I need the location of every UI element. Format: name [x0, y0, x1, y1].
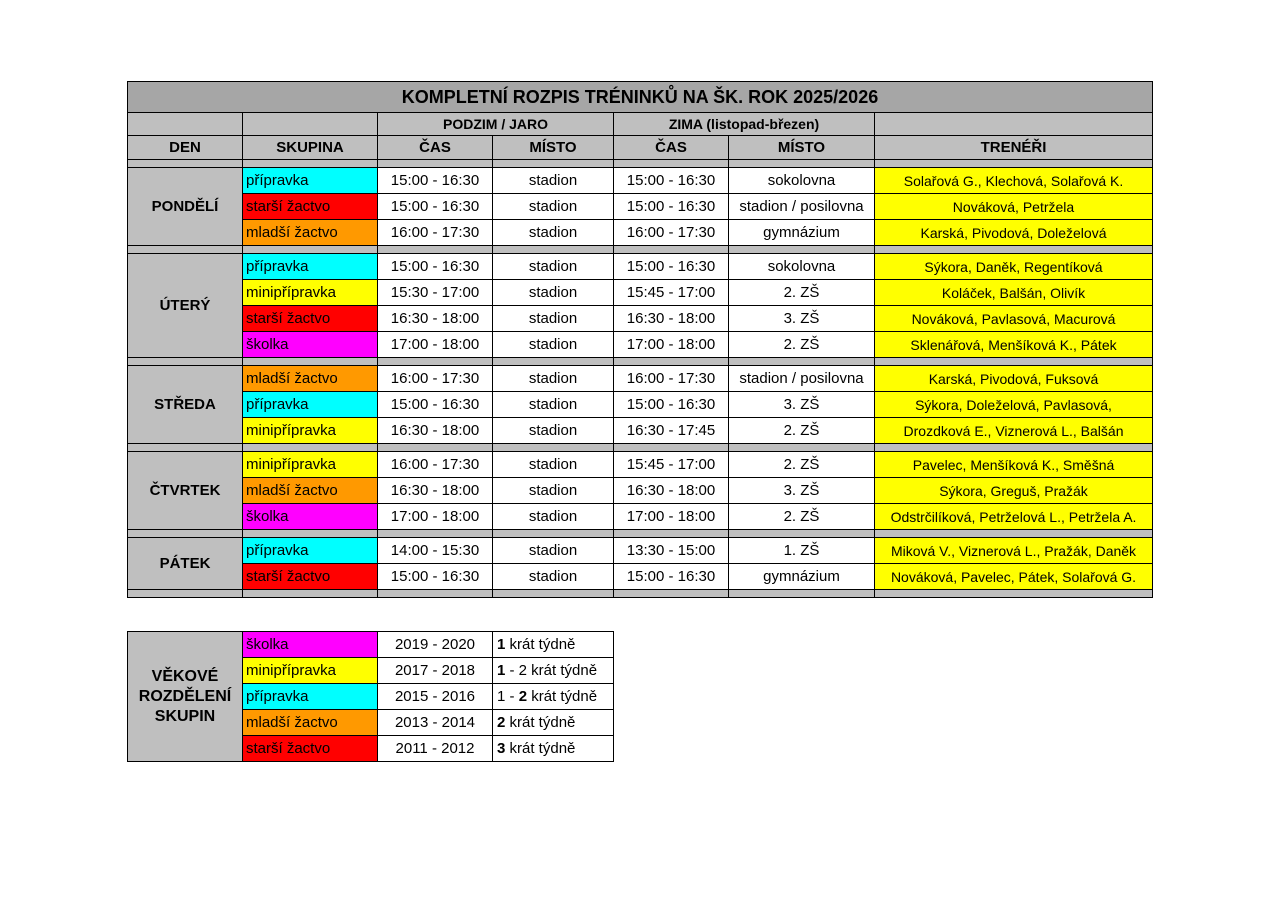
separator-cell [729, 246, 875, 254]
separator-cell [614, 246, 729, 254]
group-cell: starší žactvo [243, 564, 378, 590]
schedule-row [128, 392, 1153, 418]
column-header-time: ČAS [378, 136, 493, 160]
frequency-cell [493, 658, 614, 684]
frequency-cell [493, 736, 614, 762]
separator-row [128, 530, 1153, 538]
time-winter-cell: 15:45 - 17:00 [614, 280, 729, 306]
group-cell: školka [243, 332, 378, 358]
place-winter-cell: 3. ZŠ [729, 306, 875, 332]
separator-cell [128, 358, 243, 366]
place-autumn-cell: stadion [493, 332, 614, 358]
frequency-suffix: krát týdně [505, 740, 576, 757]
place-winter-cell: 2. ZŠ [729, 504, 875, 530]
place-autumn-cell: stadion [493, 168, 614, 194]
separator-cell [875, 358, 1153, 366]
birth-years-cell: 2019 - 2020 [378, 632, 493, 658]
schedule-row [128, 504, 1153, 530]
time-winter-cell: 16:30 - 17:45 [614, 418, 729, 444]
coaches-cell: Sýkora, Doleželová, Pavlasová, [875, 392, 1153, 418]
schedule-row [128, 452, 1153, 478]
time-winter-cell: 16:00 - 17:30 [614, 220, 729, 246]
place-winter-cell: stadion / posilovna [729, 366, 875, 392]
schedule-row [128, 564, 1153, 590]
schedule-row [128, 254, 1153, 280]
separator-row [128, 590, 1153, 598]
place-winter-cell: sokolovna [729, 168, 875, 194]
column-header-place: MÍSTO [493, 136, 614, 160]
separator-cell [614, 590, 729, 598]
frequency-count: 2 [497, 714, 506, 731]
schedule-row [128, 194, 1153, 220]
separator-cell [128, 590, 243, 598]
separator-cell [875, 160, 1153, 168]
separator-cell [729, 530, 875, 538]
schedule-row [128, 280, 1153, 306]
time-winter-cell: 15:00 - 16:30 [614, 254, 729, 280]
group-cell: přípravka [243, 684, 378, 710]
group-cell: minipřípravka [243, 418, 378, 444]
time-winter-cell: 13:30 - 15:00 [614, 538, 729, 564]
group-cell: mladší žactvo [243, 366, 378, 392]
time-autumn-cell: 17:00 - 18:00 [378, 504, 493, 530]
group-cell: přípravka [243, 538, 378, 564]
time-autumn-cell: 16:00 - 17:30 [378, 220, 493, 246]
place-winter-cell: 3. ZŠ [729, 392, 875, 418]
place-winter-cell: 2. ZŠ [729, 452, 875, 478]
day-label-patek: PÁTEK [128, 538, 243, 590]
group-cell: starší žactvo [243, 194, 378, 220]
schedule-row [128, 332, 1153, 358]
separator-cell [493, 160, 614, 168]
separator-cell [614, 358, 729, 366]
separator-cell [378, 590, 493, 598]
frequency-cell [493, 684, 614, 710]
separator-cell [614, 444, 729, 452]
place-autumn-cell: stadion [493, 452, 614, 478]
frequency-suffix: krát týdně [505, 714, 576, 731]
separator-cell [128, 530, 243, 538]
day-label-ctvrtek: ČTVRTEK [128, 452, 243, 530]
time-winter-cell: 15:45 - 17:00 [614, 452, 729, 478]
place-winter-cell: stadion / posilovna [729, 194, 875, 220]
schedule-row [128, 168, 1153, 194]
separator-cell [378, 530, 493, 538]
place-autumn-cell: stadion [493, 194, 614, 220]
coaches-cell: Koláček, Balšán, Olivík [875, 280, 1153, 306]
separator-cell [243, 590, 378, 598]
place-winter-cell: gymnázium [729, 564, 875, 590]
time-winter-cell: 15:00 - 16:30 [614, 194, 729, 220]
schedule-row [128, 366, 1153, 392]
time-winter-cell: 15:00 - 16:30 [614, 168, 729, 194]
time-winter-cell: 16:30 - 18:00 [614, 306, 729, 332]
age-groups-label: VĚKOVÉ ROZDĚLENÍ SKUPIN [128, 632, 243, 762]
time-autumn-cell: 15:00 - 16:30 [378, 194, 493, 220]
time-autumn-cell: 14:00 - 15:30 [378, 538, 493, 564]
frequency-count: 2 [518, 688, 528, 705]
header-blank [128, 113, 243, 136]
coaches-cell: Karská, Pivodová, Doleželová [875, 220, 1153, 246]
place-autumn-cell: stadion [493, 254, 614, 280]
coaches-cell: Miková V., Viznerová L., Pražák, Daněk [875, 538, 1153, 564]
age-group-row [128, 632, 614, 658]
separator-cell [493, 358, 614, 366]
frequency-count: 1 [497, 636, 506, 653]
separator-cell [875, 444, 1153, 452]
separator-cell [875, 590, 1153, 598]
column-header-group: SKUPINA [243, 136, 378, 160]
separator-cell [128, 444, 243, 452]
coaches-cell: Odstrčilíková, Petrželová L., Petržela A. [875, 504, 1153, 530]
group-cell: mladší žactvo [243, 220, 378, 246]
place-autumn-cell: stadion [493, 564, 614, 590]
separator-row [128, 444, 1153, 452]
place-winter-cell: 2. ZŠ [729, 332, 875, 358]
place-autumn-cell: stadion [493, 306, 614, 332]
coaches-cell: Nováková, Pavlasová, Macurová [875, 306, 1153, 332]
schedule-table [127, 81, 1153, 598]
separator-cell [493, 530, 614, 538]
group-cell: minipřípravka [243, 658, 378, 684]
separator-cell [875, 246, 1153, 254]
coaches-cell: Sýkora, Daněk, Regentíková [875, 254, 1153, 280]
header-blank [875, 113, 1153, 136]
place-winter-cell: 1. ZŠ [729, 538, 875, 564]
age-groups-table [127, 631, 614, 762]
separator-cell [614, 530, 729, 538]
time-autumn-cell: 15:00 - 16:30 [378, 564, 493, 590]
separator-cell [729, 444, 875, 452]
time-autumn-cell: 16:00 - 17:30 [378, 452, 493, 478]
frequency-cell [493, 710, 614, 736]
separator-cell [378, 246, 493, 254]
place-autumn-cell: stadion [493, 392, 614, 418]
coaches-cell: Karská, Pivodová, Fuksová [875, 366, 1153, 392]
separator-cell [493, 246, 614, 254]
place-winter-cell: gymnázium [729, 220, 875, 246]
separator-row [128, 358, 1153, 366]
day-label-pondeli: PONDĚLÍ [128, 168, 243, 246]
coaches-cell: Nováková, Petržela [875, 194, 1153, 220]
separator-cell [243, 444, 378, 452]
day-label-streda: STŘEDA [128, 366, 243, 444]
schedule-row [128, 538, 1153, 564]
separator-cell [128, 246, 243, 254]
separator-cell [729, 160, 875, 168]
time-winter-cell: 16:30 - 18:00 [614, 478, 729, 504]
coaches-cell: Solařová G., Klechová, Solařová K. [875, 168, 1153, 194]
place-autumn-cell: stadion [493, 478, 614, 504]
coaches-cell: Drozdková E., Viznerová L., Balšán [875, 418, 1153, 444]
group-cell: starší žactvo [243, 736, 378, 762]
time-winter-cell: 15:00 - 16:30 [614, 564, 729, 590]
birth-years-cell: 2017 - 2018 [378, 658, 493, 684]
place-winter-cell: 2. ZŠ [729, 418, 875, 444]
schedule-row [128, 306, 1153, 332]
group-cell: přípravka [243, 168, 378, 194]
frequency-count: 3 [497, 740, 506, 757]
separator-cell [243, 358, 378, 366]
time-autumn-cell: 15:00 - 16:30 [378, 254, 493, 280]
time-autumn-cell: 15:00 - 16:30 [378, 168, 493, 194]
separator-cell [243, 246, 378, 254]
place-autumn-cell: stadion [493, 538, 614, 564]
separator-cell [729, 590, 875, 598]
group-cell: školka [243, 632, 378, 658]
time-autumn-cell: 16:00 - 17:30 [378, 366, 493, 392]
time-autumn-cell: 15:00 - 16:30 [378, 392, 493, 418]
group-cell: školka [243, 504, 378, 530]
page-title: KOMPLETNÍ ROZPIS TRÉNINKŮ NA ŠK. ROK 2025/2026 [128, 82, 1153, 113]
separator-row [128, 160, 1153, 168]
column-header-time: ČAS [614, 136, 729, 160]
frequency-suffix: - 2 krát týdně [505, 662, 598, 679]
group-cell: starší žactvo [243, 306, 378, 332]
separator-cell [128, 160, 243, 168]
group-cell: mladší žactvo [243, 478, 378, 504]
group-cell: minipřípravka [243, 280, 378, 306]
birth-years-cell: 2015 - 2016 [378, 684, 493, 710]
separator-cell [614, 160, 729, 168]
separator-row [128, 246, 1153, 254]
coaches-cell: Sklenářová, Menšíková K., Pátek [875, 332, 1153, 358]
coaches-cell: Sýkora, Greguš, Pražák [875, 478, 1153, 504]
header-blank [243, 113, 378, 136]
place-winter-cell: sokolovna [729, 254, 875, 280]
time-autumn-cell: 16:30 - 18:00 [378, 306, 493, 332]
frequency-suffix: krát týdně [505, 636, 576, 653]
time-winter-cell: 17:00 - 18:00 [614, 504, 729, 530]
schedule-row [128, 418, 1153, 444]
place-autumn-cell: stadion [493, 280, 614, 306]
column-header-coaches: TRENÉŘI [875, 136, 1153, 160]
place-winter-cell: 2. ZŠ [729, 280, 875, 306]
time-autumn-cell: 17:00 - 18:00 [378, 332, 493, 358]
separator-cell [378, 160, 493, 168]
time-winter-cell: 16:00 - 17:30 [614, 366, 729, 392]
group-cell: přípravka [243, 392, 378, 418]
group-cell: přípravka [243, 254, 378, 280]
schedule-row [128, 478, 1153, 504]
time-autumn-cell: 15:30 - 17:00 [378, 280, 493, 306]
frequency-cell [493, 632, 614, 658]
group-cell: mladší žactvo [243, 710, 378, 736]
separator-cell [378, 358, 493, 366]
coaches-cell: Pavelec, Menšíková K., Směšná [875, 452, 1153, 478]
frequency-suffix: krát týdně [527, 688, 598, 705]
group-cell: minipřípravka [243, 452, 378, 478]
place-autumn-cell: stadion [493, 504, 614, 530]
frequency-count: 1 [497, 662, 506, 679]
separator-cell [243, 530, 378, 538]
column-header-place: MÍSTO [729, 136, 875, 160]
separator-cell [875, 530, 1153, 538]
separator-cell [243, 160, 378, 168]
birth-years-cell: 2013 - 2014 [378, 710, 493, 736]
separator-cell [493, 444, 614, 452]
schedule-row [128, 220, 1153, 246]
time-winter-cell: 15:00 - 16:30 [614, 392, 729, 418]
season-header-autumn-spring: PODZIM / JARO [378, 113, 614, 136]
coaches-cell: Nováková, Pavelec, Pátek, Solařová G. [875, 564, 1153, 590]
separator-cell [378, 444, 493, 452]
place-autumn-cell: stadion [493, 418, 614, 444]
place-winter-cell: 3. ZŠ [729, 478, 875, 504]
time-autumn-cell: 16:30 - 18:00 [378, 418, 493, 444]
birth-years-cell: 2011 - 2012 [378, 736, 493, 762]
separator-cell [729, 358, 875, 366]
place-autumn-cell: stadion [493, 220, 614, 246]
place-autumn-cell: stadion [493, 366, 614, 392]
separator-cell [493, 590, 614, 598]
column-header-day: DEN [128, 136, 243, 160]
season-header-winter: ZIMA (listopad-březen) [614, 113, 875, 136]
time-winter-cell: 17:00 - 18:00 [614, 332, 729, 358]
day-label-utery: ÚTERÝ [128, 254, 243, 358]
time-autumn-cell: 16:30 - 18:00 [378, 478, 493, 504]
frequency-prefix: 1 - [497, 688, 519, 705]
